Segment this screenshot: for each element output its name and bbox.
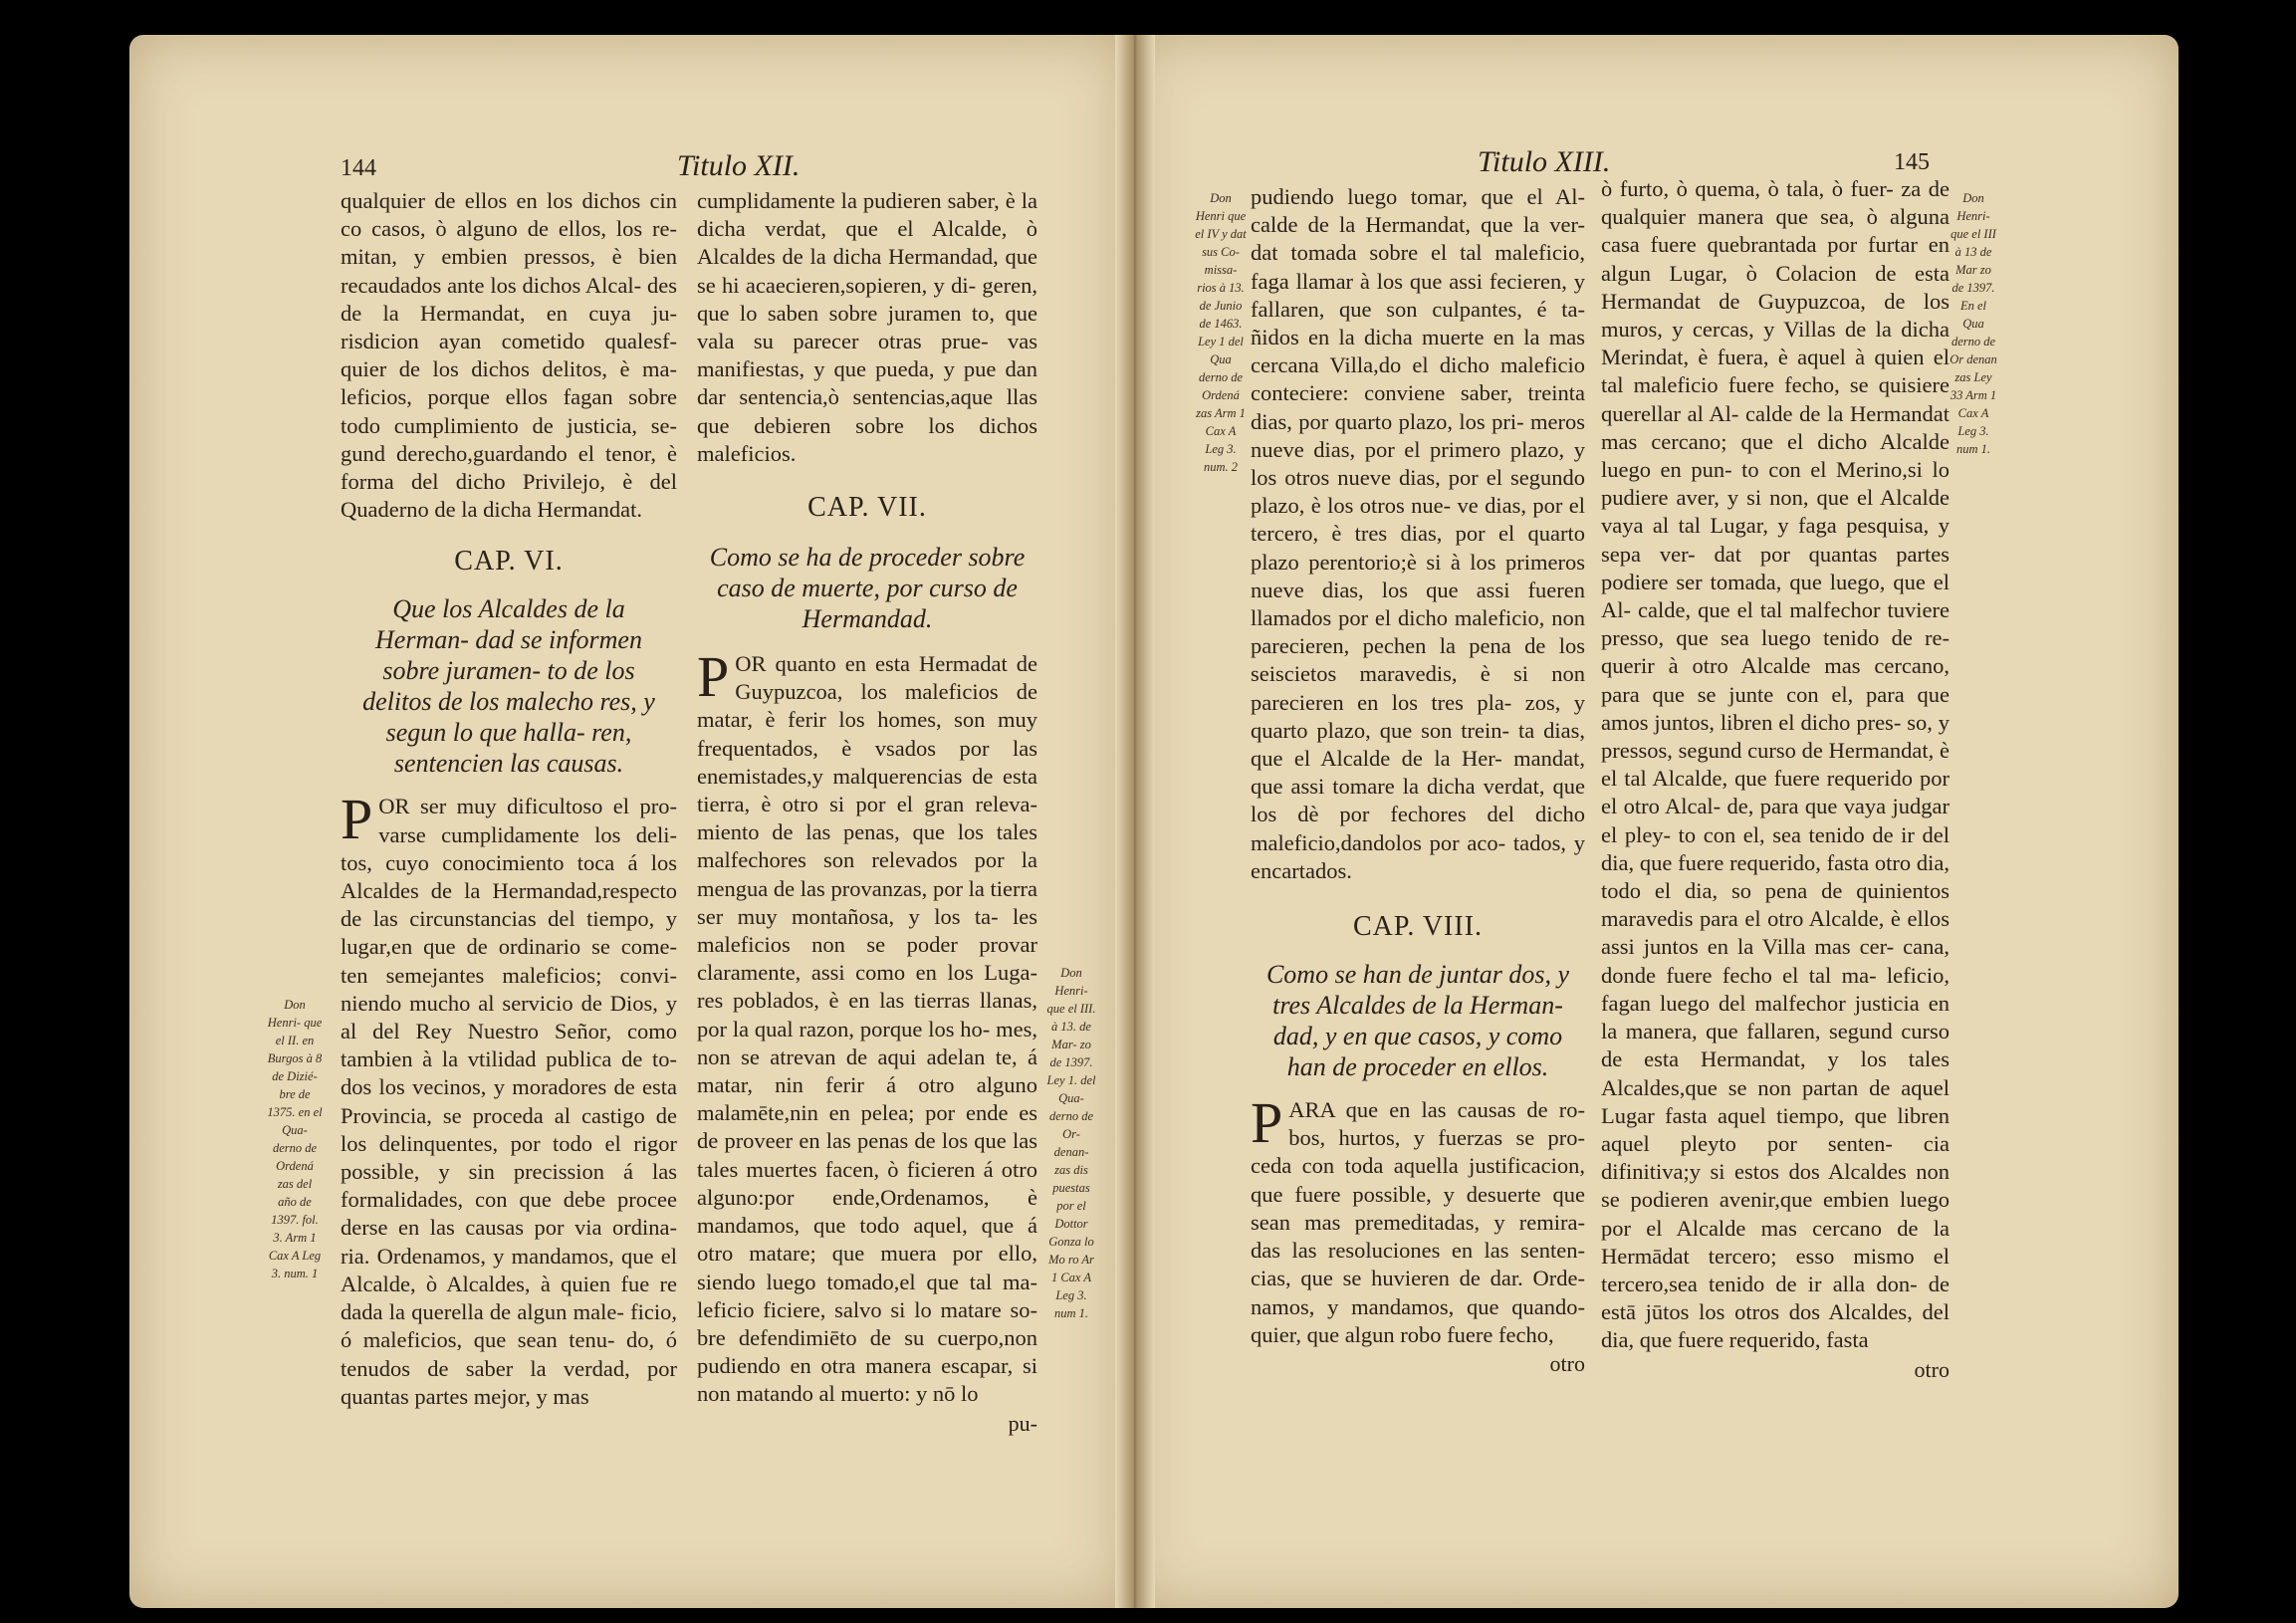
margin-note: Don Henri- que el III à 13 de Mar zo de 1397. En el Qua derno de Or denan zas Ley 33 Arm 1 Cax A Leg 3. num 1. <box>1950 191 1997 456</box>
paragraph <box>1251 1090 1585 1349</box>
right-column-1 <box>1251 183 1585 1377</box>
drop-cap: P <box>697 644 730 710</box>
paragraph: ò furto, ò quema, ò tala, ò fuer- za de qualquier manera que sea, ò alguna casa fuere quebrantada por furtar en algun Lugar, ò Colacion de esta Hermandat de Guypuzcoa, de los muros, y cercas, y Villas de la dicha Merindat, è fuera, è aquel à quien el tal maleficio fuere fecho, se quisiere querellar al Al- calde de la Hermandat mas cercano; que el dicho Alcalde luego en pun- to con el Merino,si lo pudiere aver, y si non, que el Alcalde vaya al tal Lugar, y faga pesquisa, y sepa ver- dat por quantas partes podiere ser tomada, que luego, que el Al- calde, que el tal malfechor tuviere presso, que sea luego tenido de re- querir à otro Alcalde mas cercano, para que se junte con el, para que amos juntos, libren el dicho pres- so, y pressos, segund curso de Hermandat, è el tal Alcalde, que fuere requerido por el otro Alcal- de, para que vaya judgar el pley- to con el, sea tenido de ir del dia, que fuere requerido, fasta otro dia, todo el dia, so pena de quinientos maravedis para el otro Alcalde, è ellos assi juntos en la Villa mas cer- cana, donde fuere fecho el tal ma- leficio, fagan luego del malfechor justicia en la manera, que fallaren, segund curso de esta Hermandat, y los tales Alcaldes,que se non partan de aquel Lugar fasta aquel tiempo, que libren aquel pleyto por senten- cia difinitiva;y si estos dos Alcaldes non se podieren avenir,que embien luego por el Alcalde mas cercano de la Hermādat tercero; esso mismo el tercero,sea tenido de ir alla don- de estā jūtos los otros dos Alcaldes, del dia, que fuere requerido, fasta <box>1601 176 1950 1353</box>
margin-note: Don Henri- que el III. à 13. de Mar- zo de 1397. Ley 1. del Qua- derno de Or- denan- zas dis puestas por el Dottor Gonza lo Mo ro Ar 1 Cax A Leg 3. num 1. <box>1046 966 1096 1320</box>
margin-note: Don Henri- que el II. en Burgos à 8 de Dizié- bre de 1375. en el Qua- derno de Ordená zas del año de 1397. fol. 3. Arm 1 Cax A Leg 3. num. 1 <box>267 998 323 1280</box>
chapter-heading: CAP. VII. <box>807 492 927 524</box>
paragraph-text: ARA que en las causas de ro- bos, hurtos, y fuerzas se pro- ceda con toda aquella justificacion, que fuere possible, y desuerte que sean mas premeditadas, y remira- das las resoluciones en las senten- cias, que se huvieren de dar. Orde- namos, y mandamos, que quando- quier, que algun robo fuere fecho, <box>1251 1097 1585 1347</box>
catchword: pu- <box>1008 1410 1037 1436</box>
book-gutter <box>1115 35 1155 1608</box>
paragraph: cumplidamente la pudieren saber, è la dicha verdat, que el Alcalde, ò Alcaldes de la dicha Hermandad, que se hi acaecieren,sopieren, y di- geren, que lo saben sobre juramen to, que vala su parecer otras prue- vas manifiestas, y que pueda, y pue dan dar sentencia,ò sentencias,aque llas que debieren sobre los dichos maleficios. <box>697 188 1037 466</box>
drop-cap: P <box>341 787 373 852</box>
paragraph-text: OR quanto en esta Hermadat de Guypuzcoa, los maleficios de matar, è ferir los homes, son muy frequentados, è vsados por las enemistades,y malquerencias de esta tierra, è otro si por el gran releva- miento de las penas, que los tales malfechores son relevados por la mengua de las provanzas, por la tierra ser muy montañosa, y los ta- les maleficios non se poder provar claramente, assi como en los Luga- res poblados, è en las tierras llanas, por la qual razon, porque los ho- mes, non se atrevan de aqui adelan te, á matar, nin ferir á otro alguno malamēte,nin en pelea; por ende es de proveer en las penas de los que las tales muertes facen, ò ficieren á otro alguno:por ende,Ordenamos, è mandamos, que todo aquel, que á otro matare; que muera por ello, siendo luego tomado,el que tal ma- leficio ficiere, salvo si lo matare so- bre defendimiēto de su cuerpo,non pudiendo en otra manera escapar, si non matando al muerto: y nō lo <box>697 651 1037 1407</box>
chapter-heading: CAP. VI. <box>454 546 564 578</box>
page-number-right: 145 <box>1894 149 1930 175</box>
page-number-left: 144 <box>341 155 376 181</box>
chapter-heading: CAP. VIII. <box>1352 911 1484 943</box>
paragraph: qualquier de ellos en los dichos cin co casos, ò alguno de ellos, los re- mitan, y embien pressos, è bien recaudados ante los dichos Alcal- des de la Hermandat, en cuya ju- risdicion ayan cometido qualesf- quier de los dichos delitos, è ma- leficios, porque ellos fagan sobre todo cumplimiento de justicia, se- gund derecho,guardando el tenor, è forma del dicho Privilejo, è del Quaderno de la dicha Hermandat. <box>341 188 677 523</box>
chapter-summary: Como se ha de proceder sobre caso de muerte, por curso de Hermandad. <box>709 543 1026 634</box>
paragraph: pudiendo luego tomar, que el Al- calde de la Hermandat, que la ver- dat tomada sobre el tal maleficio, faga llamar à los que assi fecieren, y fallaren, que son culpantes, é ta- ñidos en la dicha muerte en la mas cercana Villa,do el dicho maleficio conteciere: conviene saber, treinta dias, por quarto plazo, los pri- meros nueve dias, por el primero plazo, y los otros nueve dias, por el segundo plazo, è los otros nue- ve dias, por el tercero, è tres dias, por el quarto plazo perentorio;è si à los primeros nueve dias, los que assi fueren llamados por el dicho maleficio, non parecieren, pechen la pena de los seiscietos maravedis, è si non parecieren en los tres pla- zos, y quarto plazo, que son trein- ta dias, que el Alcalde de la Her- mandat, que assi tomare la dicha verdat, que los dè por fechores del dicho maleficio,dandolos por aco- tados, y encartados. <box>1251 184 1585 883</box>
catchword: otro <box>1914 1356 1950 1382</box>
paragraph <box>341 787 677 1410</box>
paragraph <box>697 644 1037 1408</box>
margin-note: Don Henri que el IV y dat sus Co- missa- rios à 13. de Junio de 1463. Ley 1 del Qua derno de Ordená zas Arm 1 Cax A Leg 3. num. 2 <box>1195 191 1247 474</box>
right-column-2 <box>1601 175 1950 1383</box>
chapter-summary: Que los Alcaldes de la Herman- dad se informen sobre juramen- to de los delitos de los malecho res, y segun lo que halla- ren, sentencien las causas. <box>362 594 655 779</box>
running-head-right: Titulo XIII. <box>1478 145 1611 178</box>
left-column-2 <box>697 187 1037 1437</box>
running-head-left: Titulo XII. <box>677 149 801 182</box>
left-column-1 <box>341 187 677 1411</box>
paragraph-text: OR ser muy dificultoso el pro- varse cumplidamente los deli- tos, cuyo conocimiento toca á los Alcaldes de la Hermandad,respecto de las circunstancias del tiempo, y lugar,en que de ordinario se come- ten semejantes maleficios; convi- niendo mucho al servicio de Dios, y al del Rey Nuestro Señor, como tambien à la vtilidad publica de to- dos los vecinos, y moradores de esta Provincia, se proceda al castigo de los delinquentes, por todo el rigor possible, y sin precission á las formalidades, con que debe procee derse en las causas por via ordina- ria. Ordenamos, y mandamos, que el Alcalde, ò Alcaldes, à quien fue re dada la querella de algun male- ficio, ó maleficios, que sean tenu- do, ó tenudos de saber la verdad, por quantas partes mejor, y mas <box>341 794 677 1409</box>
chapter-summary: Como se han de juntar dos, y tres Alcaldes de la Herman- dad, y en que casos, y como han de proceder en ellos. <box>1265 960 1570 1082</box>
drop-cap: P <box>1251 1090 1283 1156</box>
catchword: otro <box>1549 1350 1585 1376</box>
